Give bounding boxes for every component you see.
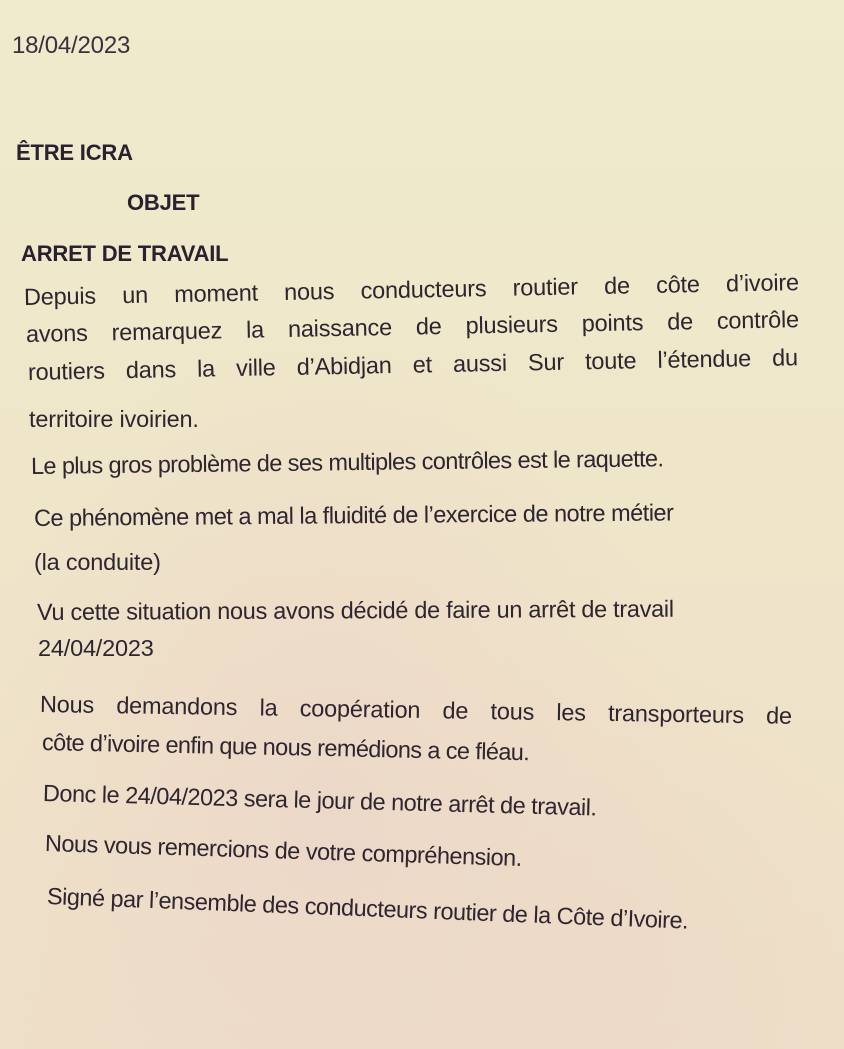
object-label: OBJET (127, 190, 200, 215)
paragraph-5-line-1: Nous demandons la coopération de tous les transporteurs de (39, 691, 793, 729)
paragraph-1-line-1: Depuis un moment nous conducteurs routier de côte d’ivoire (23, 269, 800, 310)
paragraph-4-line-2: 24/04/2023 (38, 635, 154, 661)
paragraph-3-line-2: (la conduite) (34, 549, 161, 575)
paragraph-6-line-1: Donc le 24/04/2023 sera le jour de notre arrêt de travail. (42, 780, 597, 821)
paragraph-7-line-1: Nous vous remercions de votre compréhension. (44, 830, 523, 871)
paragraph-1-line-3: routiers dans la ville d’Abidjan et aussi Sur toute l’étendue du (27, 344, 799, 385)
paragraph-1-line-4: territoire ivoirien. (29, 406, 199, 432)
paragraph-1-line-2: avons remarquez la naissance de plusieurs points de contrôle (25, 306, 800, 347)
signature-line: Signé par l’ensemble des conducteurs routier de la Côte d’Ivoire. (46, 883, 689, 934)
paragraph-3-line-1: Ce phénomène met a mal la fluidité de l’exercice de notre métier (33, 499, 674, 531)
letter-date: 18/04/2023 (12, 32, 131, 59)
paragraph-4-line-1: Vu cette situation nous avons décidé de faire un arrêt de travail (36, 595, 674, 625)
paragraph-5-line-2: côte d’ivoire enfin que nous remédions a ce fléau. (41, 729, 530, 766)
paragraph-2-line-1: Le plus gros problème de ses multiples contrôles est le raquette. (30, 445, 664, 479)
letter-recipient: ÊTRE ICRA (16, 140, 133, 165)
letter-subject: ARRET DE TRAVAIL (21, 241, 229, 266)
